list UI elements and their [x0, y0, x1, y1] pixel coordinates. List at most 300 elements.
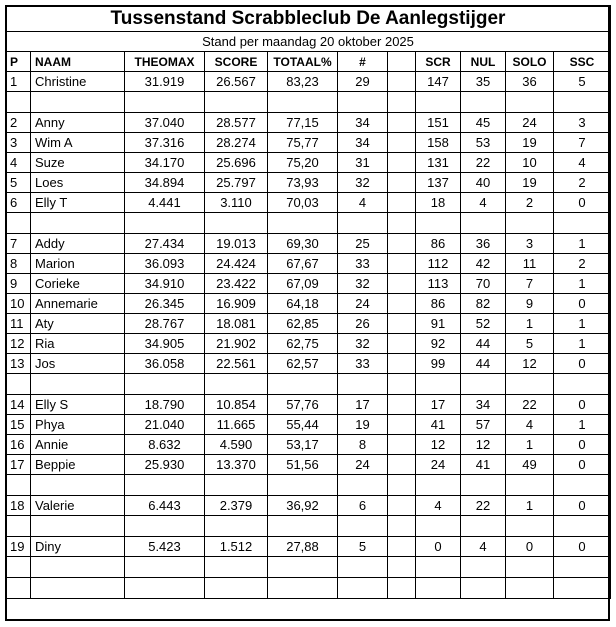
col-header-naam: NAAM [31, 52, 125, 72]
cell-position: 3 [6, 133, 31, 153]
cell-name: Christine [31, 72, 125, 92]
cell-gap [388, 578, 416, 599]
cell-ssc [554, 92, 611, 113]
cell-count: 24 [338, 455, 388, 475]
cell-nul: 70 [461, 274, 506, 294]
cell-position [6, 213, 31, 234]
cell-score: 16.909 [205, 294, 268, 314]
cell-totaal [268, 578, 338, 599]
col-header-score: SCORE [205, 52, 268, 72]
cell-solo: 12 [506, 354, 554, 374]
cell-totaal: 62,75 [268, 334, 338, 354]
cell-totaal: 53,17 [268, 435, 338, 455]
cell-solo: 1 [506, 314, 554, 334]
cell-totaal: 67,09 [268, 274, 338, 294]
cell-position: 11 [6, 314, 31, 334]
cell-ssc: 0 [554, 537, 611, 557]
standings-table [5, 5, 611, 599]
cell-totaal: 75,77 [268, 133, 338, 153]
cell-scr: 12 [416, 435, 461, 455]
cell-count: 17 [338, 395, 388, 415]
cell-gap [388, 557, 416, 578]
cell-position: 1 [6, 72, 31, 92]
cell-nul [461, 213, 506, 234]
header-row [6, 52, 611, 72]
cell-name: Beppie [31, 455, 125, 475]
cell-nul: 53 [461, 133, 506, 153]
cell-score [205, 557, 268, 578]
cell-solo: 24 [506, 113, 554, 133]
cell-gap [388, 455, 416, 475]
table-row [6, 274, 611, 294]
cell-theomax: 36.093 [125, 254, 205, 274]
spacer-row [6, 557, 611, 578]
cell-nul: 40 [461, 173, 506, 193]
cell-ssc: 1 [554, 274, 611, 294]
cell-gap [388, 213, 416, 234]
cell-solo: 19 [506, 133, 554, 153]
cell-gap [388, 314, 416, 334]
cell-name: Loes [31, 173, 125, 193]
cell-solo: 10 [506, 153, 554, 173]
cell-totaal: 69,30 [268, 234, 338, 254]
cell-gap [388, 72, 416, 92]
cell-position [6, 374, 31, 395]
cell-score: 3.110 [205, 193, 268, 213]
table-row [6, 173, 611, 193]
cell-count: 32 [338, 334, 388, 354]
cell-theomax: 8.632 [125, 435, 205, 455]
cell-scr: 99 [416, 354, 461, 374]
cell-theomax: 37.040 [125, 113, 205, 133]
cell-theomax: 37.316 [125, 133, 205, 153]
cell-name: Wim A [31, 133, 125, 153]
spacer-row [6, 374, 611, 395]
cell-score: 23.422 [205, 274, 268, 294]
spacer-row [6, 475, 611, 496]
cell-position: 17 [6, 455, 31, 475]
cell-gap [388, 294, 416, 314]
cell-position: 14 [6, 395, 31, 415]
cell-score: 13.370 [205, 455, 268, 475]
cell-totaal: 57,76 [268, 395, 338, 415]
cell-count: 4 [338, 193, 388, 213]
cell-totaal [268, 475, 338, 496]
table-row [6, 314, 611, 334]
table-row [6, 415, 611, 435]
cell-gap [388, 133, 416, 153]
cell-scr [416, 516, 461, 537]
cell-ssc: 5 [554, 72, 611, 92]
cell-nul: 22 [461, 496, 506, 516]
cell-gap [388, 537, 416, 557]
cell-count: 31 [338, 153, 388, 173]
table-row [6, 395, 611, 415]
cell-nul: 82 [461, 294, 506, 314]
cell-score [205, 213, 268, 234]
cell-theomax: 28.767 [125, 314, 205, 334]
cell-position: 12 [6, 334, 31, 354]
cell-ssc: 3 [554, 113, 611, 133]
cell-solo [506, 516, 554, 537]
col-header-theomax: THEOMAX [125, 52, 205, 72]
cell-solo: 3 [506, 234, 554, 254]
cell-gap [388, 374, 416, 395]
cell-totaal [268, 213, 338, 234]
table-row [6, 153, 611, 173]
cell-ssc: 1 [554, 234, 611, 254]
cell-gap [388, 193, 416, 213]
cell-nul [461, 516, 506, 537]
cell-position [6, 578, 31, 599]
cell-count: 29 [338, 72, 388, 92]
cell-position: 18 [6, 496, 31, 516]
cell-ssc: 0 [554, 193, 611, 213]
cell-score [205, 374, 268, 395]
cell-score: 11.665 [205, 415, 268, 435]
cell-ssc: 0 [554, 496, 611, 516]
cell-count: 34 [338, 133, 388, 153]
cell-score: 25.797 [205, 173, 268, 193]
cell-solo: 1 [506, 435, 554, 455]
cell-scr: 112 [416, 254, 461, 274]
cell-count: 32 [338, 274, 388, 294]
cell-scr: 137 [416, 173, 461, 193]
cell-nul: 41 [461, 455, 506, 475]
cell-count: 6 [338, 496, 388, 516]
cell-position [6, 516, 31, 537]
cell-totaal: 55,44 [268, 415, 338, 435]
cell-name: Elly T [31, 193, 125, 213]
cell-score: 21.902 [205, 334, 268, 354]
cell-totaal: 77,15 [268, 113, 338, 133]
cell-gap [388, 415, 416, 435]
cell-nul: 36 [461, 234, 506, 254]
cell-count: 8 [338, 435, 388, 455]
cell-position: 16 [6, 435, 31, 455]
cell-theomax: 36.058 [125, 354, 205, 374]
cell-totaal: 83,23 [268, 72, 338, 92]
cell-nul: 4 [461, 193, 506, 213]
cell-name: Marion [31, 254, 125, 274]
cell-nul: 45 [461, 113, 506, 133]
cell-gap [388, 274, 416, 294]
cell-count [338, 578, 388, 599]
cell-theomax: 34.894 [125, 173, 205, 193]
cell-ssc [554, 213, 611, 234]
cell-nul [461, 374, 506, 395]
table-row [6, 193, 611, 213]
cell-nul: 12 [461, 435, 506, 455]
cell-position: 9 [6, 274, 31, 294]
cell-solo: 5 [506, 334, 554, 354]
cell-score: 2.379 [205, 496, 268, 516]
cell-theomax: 5.423 [125, 537, 205, 557]
table-row [6, 354, 611, 374]
cell-ssc: 1 [554, 314, 611, 334]
table-row [6, 435, 611, 455]
cell-name: Addy [31, 234, 125, 254]
cell-gap [388, 354, 416, 374]
cell-name [31, 516, 125, 537]
page-title: Tussenstand Scrabbleclub De Aanlegstijger [6, 6, 611, 32]
cell-scr [416, 374, 461, 395]
page-subtitle: Stand per maandag 20 oktober 2025 [6, 32, 611, 52]
cell-scr: 91 [416, 314, 461, 334]
cell-scr: 113 [416, 274, 461, 294]
cell-count: 33 [338, 354, 388, 374]
cell-nul: 42 [461, 254, 506, 274]
cell-position [6, 557, 31, 578]
cell-totaal [268, 374, 338, 395]
cell-position: 13 [6, 354, 31, 374]
cell-count: 5 [338, 537, 388, 557]
cell-gap [388, 516, 416, 537]
cell-scr: 147 [416, 72, 461, 92]
cell-position: 2 [6, 113, 31, 133]
cell-ssc: 0 [554, 354, 611, 374]
cell-gap [388, 92, 416, 113]
col-header-scr: SCR [416, 52, 461, 72]
cell-theomax: 34.910 [125, 274, 205, 294]
cell-solo: 49 [506, 455, 554, 475]
cell-solo [506, 213, 554, 234]
cell-scr: 18 [416, 193, 461, 213]
cell-name [31, 557, 125, 578]
cell-position [6, 475, 31, 496]
cell-solo: 11 [506, 254, 554, 274]
cell-totaal: 62,57 [268, 354, 338, 374]
cell-gap [388, 234, 416, 254]
cell-name: Annemarie [31, 294, 125, 314]
cell-gap [388, 334, 416, 354]
cell-ssc: 0 [554, 455, 611, 475]
cell-score: 25.696 [205, 153, 268, 173]
cell-nul: 44 [461, 334, 506, 354]
cell-theomax: 4.441 [125, 193, 205, 213]
cell-solo: 0 [506, 537, 554, 557]
cell-gap [388, 395, 416, 415]
cell-nul [461, 92, 506, 113]
cell-totaal: 64,18 [268, 294, 338, 314]
col-header-count: # [338, 52, 388, 72]
cell-theomax: 34.170 [125, 153, 205, 173]
cell-nul: 35 [461, 72, 506, 92]
cell-ssc [554, 578, 611, 599]
cell-count: 34 [338, 113, 388, 133]
cell-count: 26 [338, 314, 388, 334]
table-row [6, 496, 611, 516]
cell-position: 8 [6, 254, 31, 274]
cell-theomax [125, 557, 205, 578]
cell-score [205, 475, 268, 496]
cell-position: 5 [6, 173, 31, 193]
cell-gap [388, 435, 416, 455]
cell-gap [388, 475, 416, 496]
cell-ssc [554, 557, 611, 578]
cell-name [31, 475, 125, 496]
cell-position: 19 [6, 537, 31, 557]
cell-gap [388, 496, 416, 516]
cell-score: 1.512 [205, 537, 268, 557]
cell-score [205, 92, 268, 113]
cell-theomax [125, 213, 205, 234]
cell-name: Diny [31, 537, 125, 557]
cell-count: 24 [338, 294, 388, 314]
cell-totaal [268, 557, 338, 578]
cell-score [205, 578, 268, 599]
cell-solo: 19 [506, 173, 554, 193]
cell-solo: 4 [506, 415, 554, 435]
cell-solo: 2 [506, 193, 554, 213]
cell-score: 4.590 [205, 435, 268, 455]
cell-totaal: 36,92 [268, 496, 338, 516]
col-header-solo: SOLO [506, 52, 554, 72]
cell-gap [388, 113, 416, 133]
cell-solo [506, 475, 554, 496]
spacer-row [6, 92, 611, 113]
cell-ssc [554, 374, 611, 395]
standings-sheet [5, 5, 611, 599]
cell-position: 7 [6, 234, 31, 254]
cell-ssc: 1 [554, 415, 611, 435]
col-header-ssc: SSC [554, 52, 611, 72]
cell-totaal: 62,85 [268, 314, 338, 334]
cell-scr: 92 [416, 334, 461, 354]
spacer-row [6, 213, 611, 234]
cell-nul [461, 578, 506, 599]
cell-name [31, 92, 125, 113]
cell-ssc: 4 [554, 153, 611, 173]
cell-solo [506, 578, 554, 599]
cell-scr [416, 557, 461, 578]
cell-count [338, 475, 388, 496]
cell-scr [416, 92, 461, 113]
cell-name: Annie [31, 435, 125, 455]
cell-count: 19 [338, 415, 388, 435]
col-header-totaal: TOTAAL% [268, 52, 338, 72]
cell-count: 25 [338, 234, 388, 254]
cell-name [31, 578, 125, 599]
cell-solo: 22 [506, 395, 554, 415]
cell-scr: 86 [416, 234, 461, 254]
cell-scr [416, 578, 461, 599]
cell-nul: 4 [461, 537, 506, 557]
cell-solo [506, 374, 554, 395]
cell-ssc: 0 [554, 294, 611, 314]
cell-gap [388, 173, 416, 193]
cell-nul: 34 [461, 395, 506, 415]
cell-position: 6 [6, 193, 31, 213]
cell-count [338, 557, 388, 578]
cell-ssc: 1 [554, 334, 611, 354]
cell-solo: 36 [506, 72, 554, 92]
cell-score: 19.013 [205, 234, 268, 254]
cell-score: 22.561 [205, 354, 268, 374]
table-row [6, 72, 611, 92]
cell-position [6, 92, 31, 113]
cell-scr: 41 [416, 415, 461, 435]
cell-nul: 44 [461, 354, 506, 374]
table-row [6, 113, 611, 133]
cell-scr: 24 [416, 455, 461, 475]
table-row [6, 133, 611, 153]
cell-score: 24.424 [205, 254, 268, 274]
spacer-row [6, 578, 611, 599]
cell-scr: 158 [416, 133, 461, 153]
cell-position: 4 [6, 153, 31, 173]
cell-ssc: 0 [554, 395, 611, 415]
cell-theomax: 6.443 [125, 496, 205, 516]
cell-theomax: 21.040 [125, 415, 205, 435]
cell-name: Aty [31, 314, 125, 334]
cell-name: Suze [31, 153, 125, 173]
cell-score [205, 516, 268, 537]
cell-gap [388, 254, 416, 274]
cell-position: 15 [6, 415, 31, 435]
cell-name [31, 213, 125, 234]
cell-ssc [554, 475, 611, 496]
cell-theomax: 18.790 [125, 395, 205, 415]
cell-name: Valerie [31, 496, 125, 516]
cell-position: 10 [6, 294, 31, 314]
table-row [6, 537, 611, 557]
cell-totaal: 75,20 [268, 153, 338, 173]
cell-totaal: 70,03 [268, 193, 338, 213]
table-row [6, 334, 611, 354]
cell-totaal: 27,88 [268, 537, 338, 557]
cell-theomax [125, 578, 205, 599]
table-row [6, 294, 611, 314]
cell-theomax [125, 92, 205, 113]
cell-theomax: 34.905 [125, 334, 205, 354]
cell-theomax [125, 516, 205, 537]
cell-scr [416, 213, 461, 234]
cell-count [338, 213, 388, 234]
cell-scr: 4 [416, 496, 461, 516]
cell-totaal: 73,93 [268, 173, 338, 193]
cell-ssc: 2 [554, 173, 611, 193]
cell-totaal: 67,67 [268, 254, 338, 274]
cell-name: Phya [31, 415, 125, 435]
cell-theomax [125, 374, 205, 395]
cell-scr: 17 [416, 395, 461, 415]
cell-gap [388, 153, 416, 173]
cell-score: 10.854 [205, 395, 268, 415]
cell-nul: 52 [461, 314, 506, 334]
table-row [6, 254, 611, 274]
cell-scr [416, 475, 461, 496]
cell-count [338, 516, 388, 537]
cell-scr: 86 [416, 294, 461, 314]
cell-score: 26.567 [205, 72, 268, 92]
cell-ssc: 2 [554, 254, 611, 274]
cell-solo [506, 557, 554, 578]
cell-name: Ria [31, 334, 125, 354]
cell-name [31, 374, 125, 395]
cell-solo: 9 [506, 294, 554, 314]
cell-scr: 131 [416, 153, 461, 173]
cell-ssc [554, 516, 611, 537]
cell-score: 18.081 [205, 314, 268, 334]
cell-totaal [268, 92, 338, 113]
table-row [6, 455, 611, 475]
cell-nul [461, 475, 506, 496]
cell-solo: 7 [506, 274, 554, 294]
cell-nul: 22 [461, 153, 506, 173]
cell-solo: 1 [506, 496, 554, 516]
cell-name: Jos [31, 354, 125, 374]
